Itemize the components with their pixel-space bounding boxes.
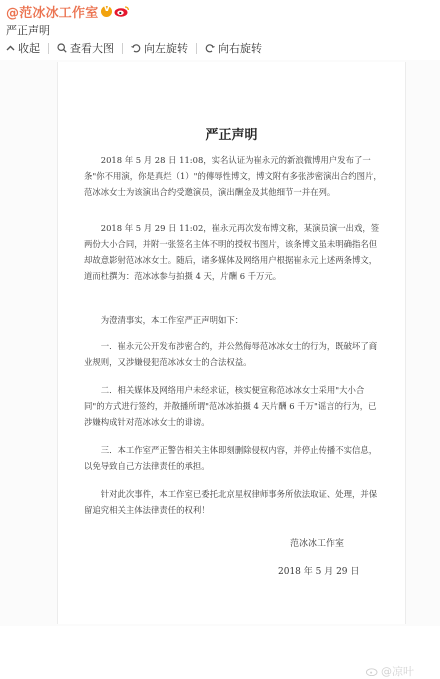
paragraph-2: 2018 年 5 月 29 日 11:02，崔永元再次发布博文称，某演员演一出戏，签两份大小合同，并附一张签名主体不明的授权书图片，该条博文虽未明确指名但却故意影射范冰冰女士。随后，诸多媒体及网络用户根据崔永元上述两条博文，道而杜撰为：范冰冰参与拍摄 4 天，片酬 6 千万元。	[84, 223, 380, 281]
toolbar-divider	[122, 43, 123, 54]
paragraph-1: 2018 年 5 月 28 日 11:08，实名认证为崔永元的新浪微博用户发布了一条"你不用演，你是真烂（1）"的傳辱性博文，博文附有多张涉密演出合约图片，范冰冰女士为该演出合约受邀演员，演出酬金及其他细节一并在列。	[84, 155, 382, 197]
image-toolbar	[6, 40, 262, 56]
paragraph-6: 三．本工作室严正警告相关主体即刻删除侵权内容，并停止传播不实信息，以免导致自己方法律责任的承担。	[84, 445, 378, 471]
collapse-label: 收起	[18, 42, 40, 55]
account-row	[6, 2, 130, 20]
paragraph-3: 为澄清事实，本工作室严正声明如下：	[84, 315, 244, 325]
signature-organization: 范冰冰工作室	[290, 539, 345, 549]
statement-document	[57, 62, 406, 624]
rotate-left-label: 向左旋转	[144, 42, 188, 55]
rotate-left-button[interactable]	[131, 40, 188, 56]
view-large-button[interactable]	[57, 40, 114, 56]
view-large-label: 查看大图	[70, 42, 114, 55]
toolbar-divider	[48, 43, 49, 54]
post-image[interactable]	[0, 60, 440, 678]
paragraph-4: 一．崔永元公开发布涉密合约，并公然侮辱范冰冰女士的行为，既破坏了商业规则，又涉嫌侵犯范冰冰女士的合法权益。	[84, 341, 378, 367]
post-text: 严正声明	[6, 24, 50, 37]
account-name-link[interactable]: @范冰冰工作室	[6, 5, 99, 21]
weibo-watermark-icon	[366, 666, 379, 676]
verified-badge-icon	[101, 6, 112, 17]
paragraph-7: 针对此次事件，本工作室已委托北京星权律师事务所依法取证、处理，并保留追究相关主体法律责任的权利！	[84, 489, 378, 515]
signature-date: 2018 年 5 月 29 日	[278, 567, 360, 577]
document-title: 严正声明	[205, 128, 258, 143]
paragraph-5: 二．相关媒体及网络用户未经求证，核实便宣称范冰冰女士采用"大小合同"的方式进行签约，并散播所谓"范冰冰拍摄 4 天片酬 6 千万"谣言的行为，已涉嫌构成针对范冰冰女士的诽谤。	[84, 385, 377, 427]
watermark-text: @凉叶	[381, 665, 414, 678]
magnifier-icon	[57, 43, 67, 53]
collapse-arrow-icon	[6, 44, 15, 53]
rotate-right-icon	[205, 43, 215, 53]
toolbar-divider	[196, 43, 197, 54]
collapse-button[interactable]	[6, 40, 40, 56]
rotate-right-label: 向右旋转	[218, 42, 262, 55]
rotate-right-button[interactable]	[205, 40, 262, 56]
weibo-logo-icon	[114, 5, 130, 17]
rotate-left-icon	[131, 43, 141, 53]
post-header	[0, 0, 440, 60]
watermark	[366, 663, 414, 679]
